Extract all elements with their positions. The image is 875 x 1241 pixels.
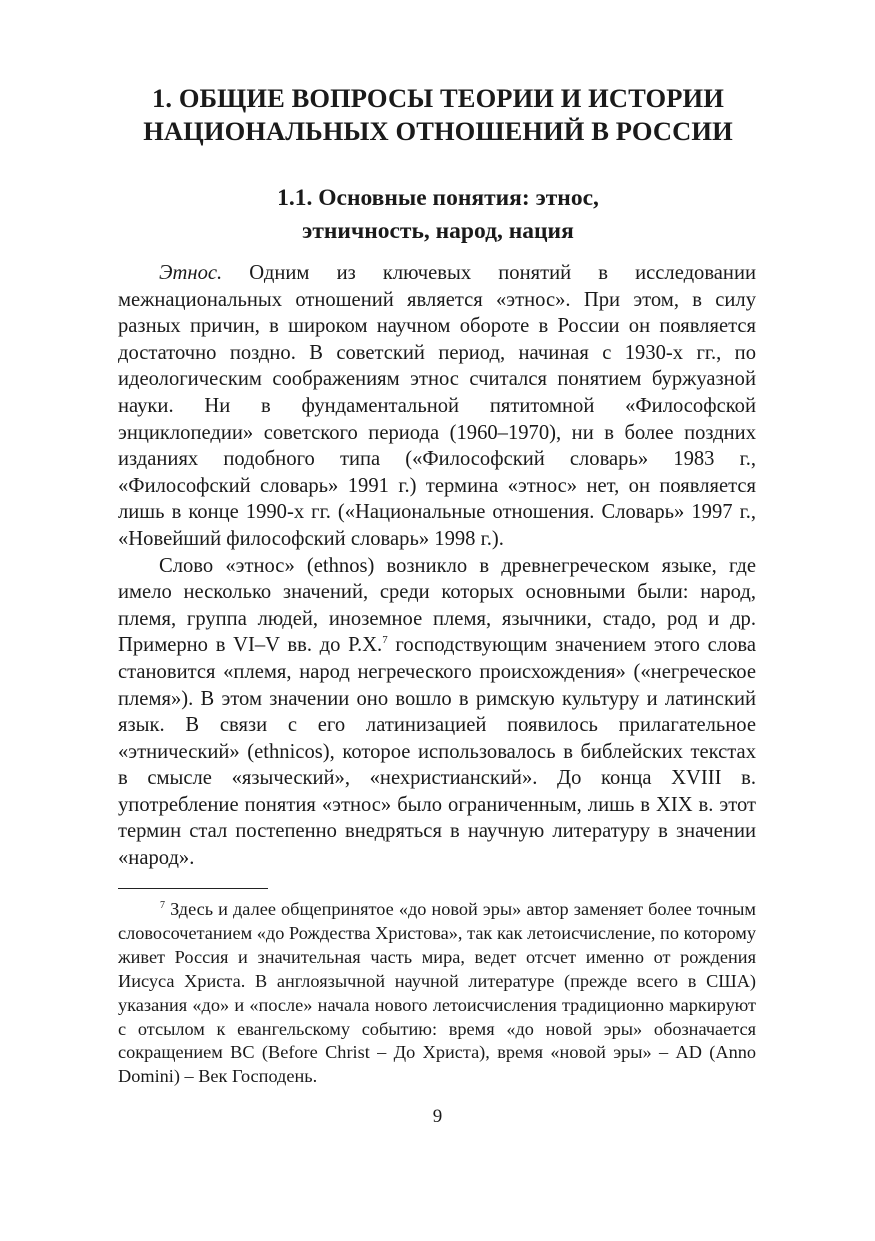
term-ethnos: Этнос. xyxy=(159,262,223,284)
section-title-line-1: 1.1. Основные понятия: этнос, xyxy=(277,185,599,211)
footnote-paragraph xyxy=(118,898,756,1089)
chapter-title-line-2: НАЦИОНАЛЬНЫХ ОТНОШЕНИЙ В РОССИИ xyxy=(143,116,733,146)
body-text xyxy=(118,260,756,872)
page-number: 9 xyxy=(432,1106,443,1127)
paragraph-ethnos xyxy=(118,260,756,553)
section-title-line-2: этничность, народ, нация xyxy=(302,218,574,244)
footnote-divider xyxy=(118,888,268,889)
chapter-title xyxy=(118,82,758,148)
paragraph-ethnos-text: Одним из ключевых понятий в исследовании межнациональных отношений является «этнос». При этом, в силу разных причин, в широком научном обороте в России он появляется достаточно поздно. В советский период, начиная с 1930-х гг., по идеологическим соображениям этнос считался понятием буржуазной науки. Ни в фундаментальной пятитомной «Философской энциклопедии» советского периода (1960–1970), ни в более поздних изданиях подобного типа («Философский словарь» 1983 г., «Философский словарь» 1991 г.) термина «этнос» нет, он появляется лишь в конце 1990-х гг. («Национальные отношения. Словарь» 1997 г., «Новейший философский словарь» 1998 г.). xyxy=(118,262,756,550)
footnote-number: 7 xyxy=(160,900,165,911)
section-title xyxy=(118,182,758,248)
footnote-text: Здесь и далее общепринятое «до новой эры» автор заменяет более точным словосочетанием «до Рождества Христова», так как летоисчисление, по которому живет Россия и значительная часть мира, ведет отсчет именно от рождения Иисуса Христа. В англоязычной научной литературе (прежде всего в США) указания «до» и «после» начала нового летоисчисления традиционно маркируют с отсылом к евангельскому событию: время «до новой эры» обозначается сокращением BC (Before Christ – До Христа), время «новой эры» – AD (Anno Domini) – Век Господень. xyxy=(118,899,756,1087)
paragraph-word-ethnos-text-1: Слово «этнос» (ethnos) возникло в древнегреческом языке, где имело несколько значений, среди которых основными были: народ, племя, группа людей, иноземное племя, язычники, стадо, род и др. Примерно в VI–V вв. до Р.Х. xyxy=(118,554,756,657)
paragraph-word-ethnos-text-2: господствующим значением этого слова становится «племя, народ негреческого происхождения» («негреческое племя»). В этом значении оно вошло в римскую культуру и латинский язык. В связи с его латинизацией появилось прилагательное «этнический» (ethnicos), которое использовалось в библейских текстах в смысле «языческий», «нехристианский». До конца XVIII в. употребление понятия «этнос» было ограниченным, лишь в XIX в. этот термин стал постепенно внедряться в научную литературу в значении «народ». xyxy=(118,634,756,870)
footnote xyxy=(118,898,756,1089)
footnote-reference[interactable]: 7 xyxy=(382,634,388,647)
paragraph-word-ethnos xyxy=(118,553,756,872)
chapter-title-line-1: 1. ОБЩИЕ ВОПРОСЫ ТЕОРИИ И ИСТОРИИ xyxy=(152,83,724,113)
